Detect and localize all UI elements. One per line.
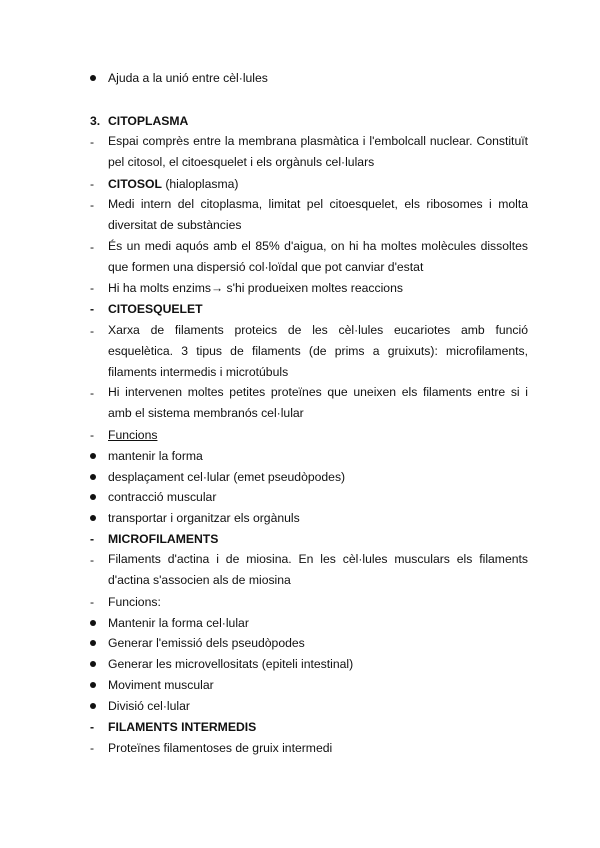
dash-marker: - — [90, 428, 95, 442]
subheading-title: MICROFILAMENTS — [108, 532, 219, 546]
bullet-text: Divisió cel·lular — [108, 699, 190, 713]
dash-marker: - — [90, 281, 95, 295]
bullet-icon — [90, 703, 96, 709]
paragraph: Espai comprès entre la membrana plasmàtica i l'embolcall nuclear. Constituït pel citosol, el citoesquelet i els orgànuls cel·lulars — [108, 134, 528, 169]
dash-marker: - — [90, 177, 95, 191]
bullet-text: mantenir la forma — [108, 449, 203, 463]
dash-marker: - — [90, 553, 95, 567]
bullet-text: Generar les microvellositats (epiteli intestinal) — [108, 657, 354, 671]
paragraph: Medi intern del citoplasma, limitat pel citoesquelet, els ribosomes i molta diversitat de substàncies — [108, 197, 528, 232]
paragraph: Filaments d'actina i de miosina. En les cèl·lules musculars els filaments d'actina s'associen als de miosina — [108, 552, 528, 587]
dash-marker: - — [90, 741, 95, 755]
bullet-text: Generar l'emissió dels pseudòpodes — [108, 636, 305, 650]
subheading-title: FILAMENTS INTERMEDIS — [108, 720, 257, 734]
subheading — [108, 176, 239, 192]
bullet-icon — [90, 640, 96, 646]
bullet-icon — [90, 494, 96, 500]
item-text: Funcions: — [108, 595, 161, 609]
dash-marker: - — [90, 532, 95, 546]
dash-marker: - — [90, 198, 95, 212]
dash-marker: - — [90, 240, 95, 254]
subheading-title: CITOESQUELET — [108, 302, 203, 316]
subheading-title: CITOSOL — [108, 177, 162, 191]
bullet-icon — [90, 75, 96, 81]
dash-marker: - — [90, 302, 95, 316]
dash-marker: - — [90, 135, 95, 149]
section-number: 3. — [90, 114, 101, 128]
subheading-underlined: Funcions — [108, 428, 158, 442]
paragraph: Xarxa de filaments proteics de les cèl·lules eucariotes amb funció esquelètica. 3 tipus de filaments (de prims a gruixuts): microfilaments, filaments intermedis i microtúbuls — [108, 323, 528, 379]
bullet-text: Mantenir la forma cel·lular — [108, 616, 249, 630]
bullet-icon — [90, 620, 96, 626]
bullet-icon — [90, 474, 96, 480]
bullet-icon — [90, 661, 96, 667]
dash-marker: - — [90, 595, 95, 609]
bullet-text: transportar i organitzar els orgànuls — [108, 511, 300, 525]
section-title: CITOPLASMA — [108, 114, 189, 128]
paragraph: És un medi aquós amb el 85% d'aigua, on hi ha moltes molècules dissoltes que formen una dispersió col·loïdal que pot canviar d'estat — [108, 239, 528, 274]
bullet-icon — [90, 453, 96, 459]
bullet-text: contracció muscular — [108, 490, 217, 504]
bullet-text: Ajuda a la unió entre cèl·lules — [108, 71, 268, 85]
item-text: Proteïnes filamentoses de gruix intermedi — [108, 741, 333, 755]
bullet-text: Moviment muscular — [108, 678, 214, 692]
bullet-icon — [90, 682, 96, 688]
dash-marker: - — [90, 720, 95, 734]
subheading-extra: (hialoplasma) — [161, 177, 239, 191]
paragraph: Hi intervenen moltes petites proteïnes que uneixen els filaments entre si i amb el sistema membranós cel·lular — [108, 385, 528, 420]
bullet-icon — [90, 515, 96, 521]
bullet-text: desplaçament cel·lular (emet pseudòpodes) — [108, 470, 346, 484]
dash-marker: - — [90, 386, 95, 400]
item-text: Hi ha molts enzims→ s'hi produeixen moltes reaccions — [108, 281, 403, 295]
dash-marker: - — [90, 324, 95, 338]
